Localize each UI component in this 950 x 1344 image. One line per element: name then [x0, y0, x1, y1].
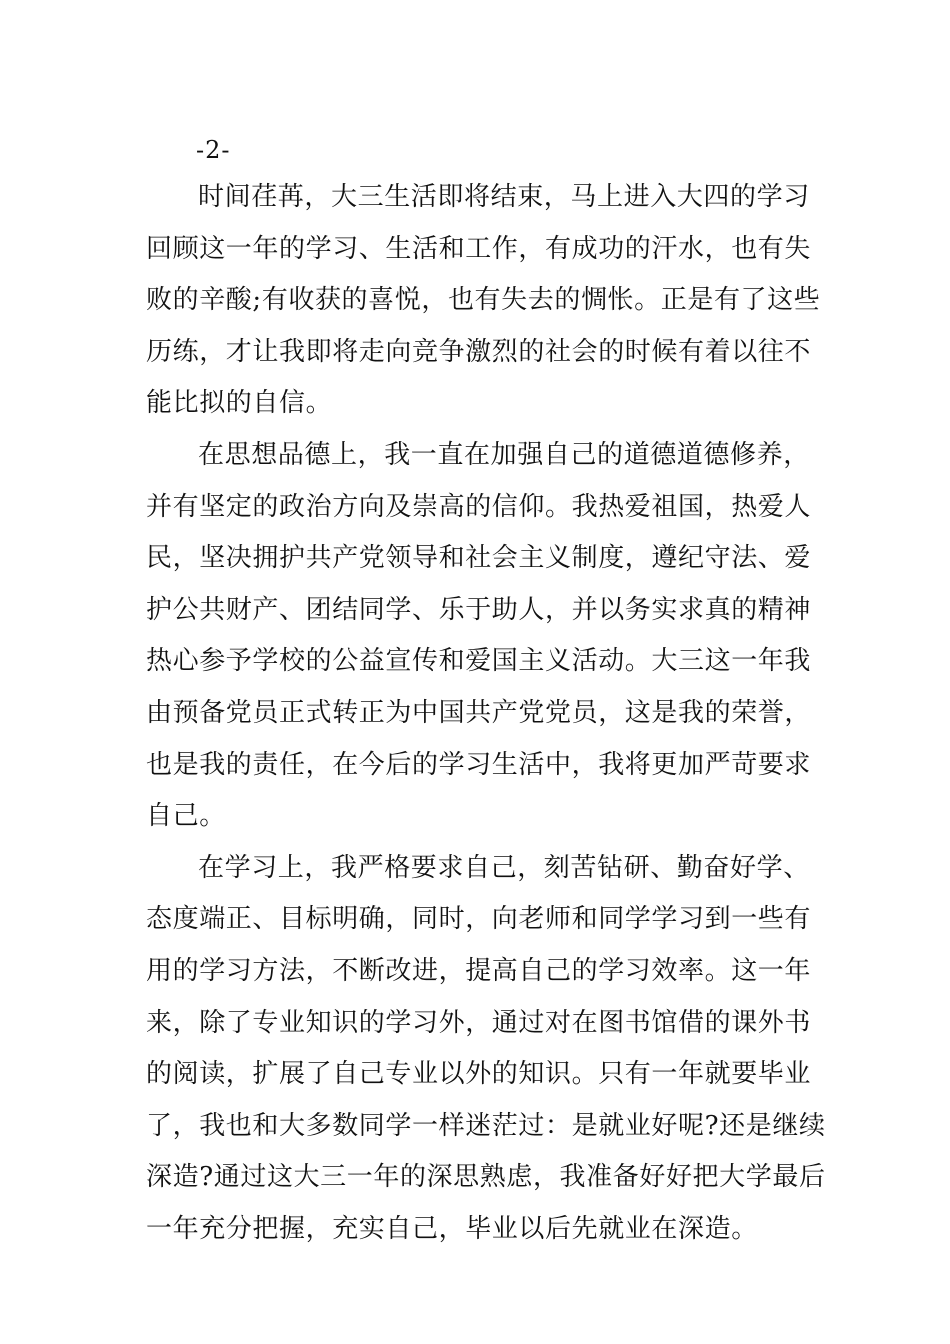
page-number: -2-: [196, 136, 231, 164]
paragraph-ideology: [146, 430, 812, 843]
text-line: 在学习上，我严格要求自己，刻苦钻研、勤奋好学、: [198, 852, 810, 883]
text-line: 用的学习方法，不断改进，提高自己的学习效率。这一年: [146, 955, 812, 986]
text-line: 在思想品德上，我一直在加强自己的道德道德修养，: [198, 439, 810, 470]
text-line: 态度端正、目标明确，同时，向老师和同学学习到一些有: [146, 904, 812, 935]
text-line: 也是我的责任，在今后的学习生活中，我将更加严苛要求: [146, 749, 812, 780]
paragraph-study: [146, 843, 826, 1256]
text-line: 一年充分把握，充实自己，毕业以后先就业在深造。: [146, 1213, 758, 1244]
text-line: 热心参予学校的公益宣传和爱国主义活动。大三这一年我: [146, 646, 812, 677]
text-line: 时间荏苒，大三生活即将结束，马上进入大四的学习: [198, 182, 810, 212]
text-line: 败的辛酸;有收获的喜悦，也有失去的惆怅。正是有了这些: [146, 285, 821, 316]
text-line: 能比拟的自信。: [146, 388, 333, 419]
text-line: 回顾这一年的学习、生活和工作，有成功的汗水，也有失: [146, 233, 812, 264]
text-line: 深造?通过这大三一年的深思熟虑，我准备好好把大学最后: [146, 1162, 826, 1193]
text-line: 由预备党员正式转正为中国共产党党员，这是我的荣誉，: [146, 697, 812, 728]
text-line: 来，除了专业知识的学习外，通过对在图书馆借的课外书: [146, 1007, 812, 1038]
text-line: 历练，才让我即将走向竞争激烈的社会的时候有着以往不: [146, 336, 812, 367]
text-line: 了，我也和大多数同学一样迷茫过：是就业好呢?还是继续: [146, 1110, 826, 1141]
text-line: 并有坚定的政治方向及崇高的信仰。我热爱祖国，热爱人: [146, 491, 812, 522]
document-body: [146, 172, 826, 1255]
text-line: 自己。: [146, 801, 226, 832]
text-line: 护公共财产、团结同学、乐于助人，并以务实求真的精神: [146, 594, 812, 625]
paragraph-review: [146, 172, 821, 430]
text-line: 的阅读，扩展了自己专业以外的知识。只有一年就要毕业: [146, 1059, 812, 1090]
text-line: 民，坚决拥护共产党领导和社会主义制度，遵纪守法、爱: [146, 543, 812, 574]
